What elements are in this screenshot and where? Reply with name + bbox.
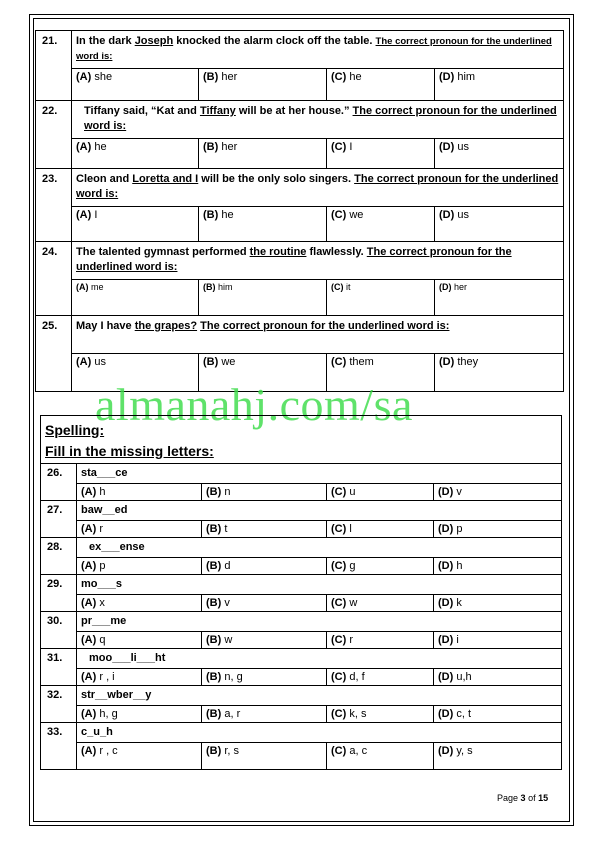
question-number: 30. xyxy=(41,612,77,649)
option-value: she xyxy=(94,71,113,83)
option-letter: (C) xyxy=(331,597,347,609)
question-number: 21. xyxy=(36,31,72,101)
spelling-word: ex___ense xyxy=(77,538,562,558)
option-value: he xyxy=(349,71,362,83)
option-letter: (C) xyxy=(331,356,347,368)
answer-option[interactable] xyxy=(327,521,434,538)
answer-option[interactable] xyxy=(434,595,562,612)
question-text-part: knocked the alarm clock off the table. xyxy=(173,35,376,47)
answer-option[interactable] xyxy=(327,69,435,101)
option-value: t xyxy=(224,523,228,535)
options-row xyxy=(41,484,562,501)
option-value: q xyxy=(99,634,106,646)
option-value: her xyxy=(221,141,238,153)
spelling-word: str__wber__y xyxy=(77,686,562,706)
watermark: almanahj.com/sa xyxy=(95,379,413,430)
option-value: l xyxy=(349,523,352,535)
answer-option[interactable] xyxy=(327,669,434,686)
spelling-word-row xyxy=(41,649,562,669)
option-letter: (C) xyxy=(331,71,347,83)
question-row xyxy=(36,169,564,207)
option-value: her xyxy=(454,282,468,292)
spelling-header-row xyxy=(41,416,562,464)
option-value: he xyxy=(94,141,107,153)
option-value: they xyxy=(457,356,479,368)
spelling-word: sta___ce xyxy=(77,464,562,484)
question-text-part: The correct pronoun for the underlined word is: xyxy=(76,173,559,200)
option-value: w xyxy=(349,597,358,609)
footer-page-label: Page xyxy=(497,793,519,803)
answer-option[interactable] xyxy=(202,521,327,538)
answer-option[interactable] xyxy=(327,595,434,612)
spelling-word: pr___me xyxy=(77,612,562,632)
option-value: r xyxy=(349,634,354,646)
question-text xyxy=(72,169,564,207)
answer-option[interactable] xyxy=(77,743,202,770)
question-text-part: The correct pronoun for the underlined word is: xyxy=(84,105,557,132)
option-value: us xyxy=(457,209,469,221)
option-value: c, t xyxy=(456,708,472,720)
option-value: it xyxy=(346,282,351,292)
answer-option[interactable] xyxy=(77,669,202,686)
page-footer xyxy=(497,793,548,803)
option-letter: (B) xyxy=(206,708,222,720)
answer-option[interactable] xyxy=(199,139,327,169)
spelling-table xyxy=(40,415,562,770)
question-text xyxy=(72,31,564,69)
option-value: him xyxy=(218,282,233,292)
option-value: n, g xyxy=(224,671,243,683)
spelling-word-row xyxy=(41,575,562,595)
option-value: g xyxy=(349,560,356,572)
answer-option[interactable] xyxy=(72,69,199,101)
answer-option[interactable] xyxy=(72,139,199,169)
options-row xyxy=(41,743,562,770)
option-value: k xyxy=(456,597,462,609)
question-text-part: Joseph xyxy=(134,35,174,47)
option-value: y, s xyxy=(456,745,473,757)
spelling-word-row xyxy=(41,538,562,558)
answer-option[interactable] xyxy=(327,706,434,723)
option-letter: (B) xyxy=(203,71,219,83)
answer-option[interactable] xyxy=(77,632,202,649)
spelling-instruction: Fill in the missing letters: xyxy=(45,442,214,459)
answer-option[interactable] xyxy=(327,743,434,770)
spelling-word: mo___s xyxy=(77,575,562,595)
answer-option[interactable] xyxy=(434,669,562,686)
option-value: u xyxy=(349,486,356,498)
question-row xyxy=(36,242,564,280)
question-text xyxy=(72,242,564,280)
option-value: h xyxy=(99,486,106,498)
question-text-part: Loretta and I xyxy=(132,173,199,185)
option-letter: (D) xyxy=(438,708,454,720)
spelling-word: moo___li___ht xyxy=(77,649,562,669)
option-value: u,h xyxy=(456,671,472,683)
question-text-part: May I have xyxy=(76,320,135,332)
option-value: k, s xyxy=(349,708,367,720)
question-row xyxy=(36,316,564,354)
options-row xyxy=(36,207,564,242)
answer-option[interactable] xyxy=(202,743,327,770)
question-text-part: Tiffany xyxy=(199,105,236,117)
options-row xyxy=(41,669,562,686)
option-letter: (A) xyxy=(76,282,89,292)
option-value: v xyxy=(456,486,462,498)
options-row xyxy=(36,280,564,316)
option-letter: (A) xyxy=(76,141,92,153)
option-letter: (A) xyxy=(81,597,97,609)
answer-option[interactable] xyxy=(202,558,327,575)
answer-option[interactable] xyxy=(434,706,562,723)
option-letter: (C) xyxy=(331,282,344,292)
option-value: us xyxy=(94,356,106,368)
option-value: i xyxy=(456,634,459,646)
question-number: 26. xyxy=(41,464,77,501)
answer-option[interactable] xyxy=(327,280,435,316)
option-letter: (A) xyxy=(81,745,97,757)
question-text-part: The correct pronoun for the underlined word is: xyxy=(76,36,552,62)
question-number: 32. xyxy=(41,686,77,723)
option-letter: (D) xyxy=(439,71,455,83)
answer-option[interactable] xyxy=(434,484,562,501)
question-text-part: Tiffany said, “Kat and xyxy=(84,105,200,117)
option-letter: (C) xyxy=(331,671,347,683)
question-text-part: The correct pronoun for the underlined word is: xyxy=(76,246,512,273)
answer-option[interactable] xyxy=(199,207,327,242)
options-row xyxy=(41,706,562,723)
option-value: w xyxy=(224,634,233,646)
question-number: 25. xyxy=(36,316,72,392)
answer-option[interactable] xyxy=(202,669,327,686)
option-value: n xyxy=(224,486,231,498)
option-letter: (A) xyxy=(76,71,92,83)
question-text-part: will be at her house.” xyxy=(235,105,353,117)
spelling-word-row xyxy=(41,612,562,632)
option-value: x xyxy=(99,597,105,609)
option-value: I xyxy=(349,141,353,153)
option-value: p xyxy=(456,523,463,535)
option-value: h xyxy=(456,560,463,572)
option-letter: (A) xyxy=(81,560,97,572)
option-value: them xyxy=(349,356,374,368)
option-letter: (D) xyxy=(439,141,455,153)
spelling-word-row xyxy=(41,501,562,521)
answer-option[interactable] xyxy=(434,558,562,575)
question-text-part: Cleon and xyxy=(76,173,133,185)
option-value: p xyxy=(99,560,106,572)
option-value: r , i xyxy=(99,671,115,683)
option-letter: (B) xyxy=(206,486,222,498)
spelling-word: c_u_h xyxy=(77,723,562,743)
question-number: 31. xyxy=(41,649,77,686)
answer-option[interactable] xyxy=(327,207,435,242)
answer-option[interactable] xyxy=(77,558,202,575)
option-letter: (C) xyxy=(331,745,347,757)
option-letter: (B) xyxy=(203,141,219,153)
question-number: 28. xyxy=(41,538,77,575)
question-text-part: In the dark xyxy=(76,35,135,47)
option-letter: (A) xyxy=(81,523,97,535)
answer-option[interactable] xyxy=(435,354,564,392)
answer-option[interactable] xyxy=(327,484,434,501)
answer-option[interactable] xyxy=(202,484,327,501)
option-letter: (B) xyxy=(206,671,222,683)
question-text-part: the routine xyxy=(249,246,307,258)
options-row xyxy=(41,632,562,649)
option-value: he xyxy=(221,209,234,221)
option-value: her xyxy=(221,71,238,83)
spelling-title: Spelling: xyxy=(45,421,105,438)
footer-of-label: of xyxy=(528,793,536,803)
option-letter: (A) xyxy=(76,356,92,368)
option-letter: (D) xyxy=(439,209,455,221)
option-letter: (D) xyxy=(438,523,454,535)
option-value: v xyxy=(224,597,230,609)
answer-option[interactable] xyxy=(327,139,435,169)
spelling-word: baw__ed xyxy=(77,501,562,521)
answer-option[interactable] xyxy=(435,280,564,316)
option-letter: (B) xyxy=(206,523,222,535)
question-row xyxy=(36,101,564,139)
answer-option[interactable] xyxy=(435,69,564,101)
option-letter: (A) xyxy=(81,708,97,720)
options-row xyxy=(41,595,562,612)
question-number: 22. xyxy=(36,101,72,169)
answer-option[interactable] xyxy=(434,632,562,649)
option-letter: (B) xyxy=(203,356,219,368)
option-letter: (D) xyxy=(439,356,455,368)
question-text-part: the grapes? xyxy=(134,320,198,332)
question-number: 29. xyxy=(41,575,77,612)
question-number: 27. xyxy=(41,501,77,538)
option-value: d, f xyxy=(349,671,365,683)
option-letter: (C) xyxy=(331,209,347,221)
option-letter: (C) xyxy=(331,141,347,153)
answer-option[interactable] xyxy=(77,521,202,538)
option-value: we xyxy=(349,209,364,221)
option-letter: (D) xyxy=(438,745,454,757)
option-letter: (B) xyxy=(206,634,222,646)
option-value: a, r xyxy=(224,708,241,720)
option-value: we xyxy=(221,356,236,368)
option-letter: (A) xyxy=(81,634,97,646)
answer-option[interactable] xyxy=(199,69,327,101)
answer-option[interactable] xyxy=(434,521,562,538)
option-letter: (D) xyxy=(438,634,454,646)
option-value: us xyxy=(457,141,469,153)
question-number: 24. xyxy=(36,242,72,316)
option-letter: (C) xyxy=(331,486,347,498)
answer-option[interactable] xyxy=(72,280,199,316)
option-letter: (D) xyxy=(438,597,454,609)
option-letter: (B) xyxy=(206,560,222,572)
option-letter: (D) xyxy=(438,486,454,498)
answer-option[interactable] xyxy=(202,595,327,612)
option-letter: (C) xyxy=(331,560,347,572)
question-text-part: The correct pronoun for the underlined word is: xyxy=(200,320,450,332)
option-letter: (D) xyxy=(439,282,452,292)
option-letter: (C) xyxy=(331,634,347,646)
options-row xyxy=(36,139,564,169)
option-value: h, g xyxy=(99,708,118,720)
spelling-word-row xyxy=(41,686,562,706)
answer-option[interactable] xyxy=(202,706,327,723)
option-letter: (B) xyxy=(203,209,219,221)
answer-option[interactable] xyxy=(435,207,564,242)
question-number: 33. xyxy=(41,723,77,770)
spelling-header xyxy=(41,416,562,464)
option-value: r , c xyxy=(99,745,118,757)
option-value: r, s xyxy=(224,745,240,757)
option-letter: (C) xyxy=(331,523,347,535)
answer-option[interactable] xyxy=(199,280,327,316)
option-letter: (A) xyxy=(81,486,97,498)
option-letter: (B) xyxy=(206,597,222,609)
option-letter: (C) xyxy=(331,708,347,720)
question-row xyxy=(36,31,564,69)
option-value: him xyxy=(457,71,476,83)
option-letter: (A) xyxy=(81,671,97,683)
options-row xyxy=(41,521,562,538)
options-row xyxy=(41,558,562,575)
option-letter: (B) xyxy=(206,745,222,757)
option-letter: (A) xyxy=(76,209,92,221)
option-value: a, c xyxy=(349,745,368,757)
option-value: me xyxy=(91,282,104,292)
answer-option[interactable] xyxy=(202,632,327,649)
answer-option[interactable] xyxy=(77,595,202,612)
question-text-part: The talented gymnast performed xyxy=(76,246,250,258)
option-value: r xyxy=(99,523,104,535)
question-text xyxy=(72,101,564,139)
options-row xyxy=(36,69,564,101)
question-text-part: will be the only solo singers. xyxy=(198,173,355,185)
answer-option[interactable] xyxy=(327,558,434,575)
option-value: d xyxy=(224,560,231,572)
answer-option[interactable] xyxy=(434,743,562,770)
footer-page-total: 15 xyxy=(538,793,549,803)
answer-option[interactable] xyxy=(435,139,564,169)
footer-page-number: 3 xyxy=(520,793,526,803)
option-letter: (B) xyxy=(203,282,216,292)
answer-option[interactable] xyxy=(72,207,199,242)
question-text-part: flawlessly. xyxy=(306,246,367,258)
option-value: I xyxy=(94,209,98,221)
answer-option[interactable] xyxy=(77,484,202,501)
answer-option[interactable] xyxy=(77,706,202,723)
spelling-word-row xyxy=(41,464,562,484)
option-letter: (D) xyxy=(438,671,454,683)
answer-option[interactable] xyxy=(327,632,434,649)
option-letter: (D) xyxy=(438,560,454,572)
pronoun-questions-table xyxy=(35,30,564,392)
question-number: 23. xyxy=(36,169,72,242)
spelling-word-row xyxy=(41,723,562,743)
question-text xyxy=(72,316,564,354)
